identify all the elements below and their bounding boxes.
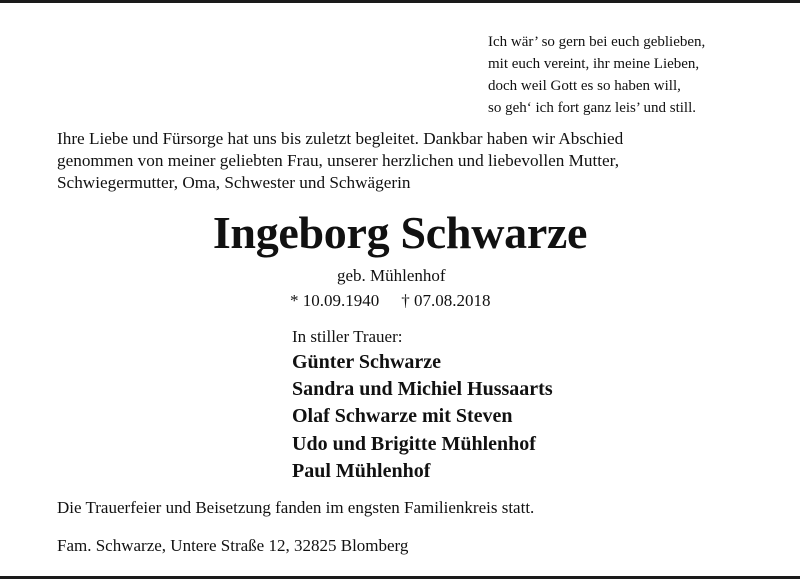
mourning-label: In stiller Trauer: (292, 327, 403, 346)
mourner-name: Sandra und Michiel Hussaarts (292, 378, 553, 401)
mourner-list (292, 349, 553, 485)
mourner-name: Olaf Schwarze mit Steven (292, 405, 513, 428)
family-address: Fam. Schwarze, Untere Straße 12, 32825 Blomberg (57, 536, 409, 555)
funeral-note: Die Trauerfeier und Beisetzung fanden im engsten Familienkreis statt. (57, 498, 535, 517)
intro-text (57, 128, 757, 194)
memorial-poem (488, 31, 705, 119)
birth-name: geb. Mühlenhof (337, 266, 446, 285)
poem-line: mit euch vereint, ihr meine Lieben, (488, 56, 700, 72)
poem-line: Ich wär’ so gern bei euch geblieben, (488, 34, 706, 50)
birth-date: * 10.09.1940 (290, 291, 380, 310)
intro-line: genommen von meiner geliebten Frau, unserer herzlichen und liebevollen Mutter, (57, 151, 620, 170)
mourner-name: Paul Mühlenhof (292, 459, 431, 482)
death-date: † 07.08.2018 (401, 291, 491, 310)
poem-line: doch weil Gott es so haben will, (488, 78, 681, 94)
intro-line: Ihre Liebe und Fürsorge hat uns bis zuletzt begleitet. Dankbar haben wir Abschied (57, 129, 624, 148)
mourner-name: Günter Schwarze (292, 351, 442, 373)
poem-line: so geh‘ ich fort ganz leis’ und still. (488, 100, 697, 116)
mourner-name: Udo und Brigitte Mühlenhof (292, 432, 536, 455)
intro-line: Schwiegermutter, Oma, Schwester und Schwägerin (57, 173, 411, 192)
life-dates (290, 290, 491, 312)
deceased-name: Ingeborg Schwarze (212, 207, 588, 258)
